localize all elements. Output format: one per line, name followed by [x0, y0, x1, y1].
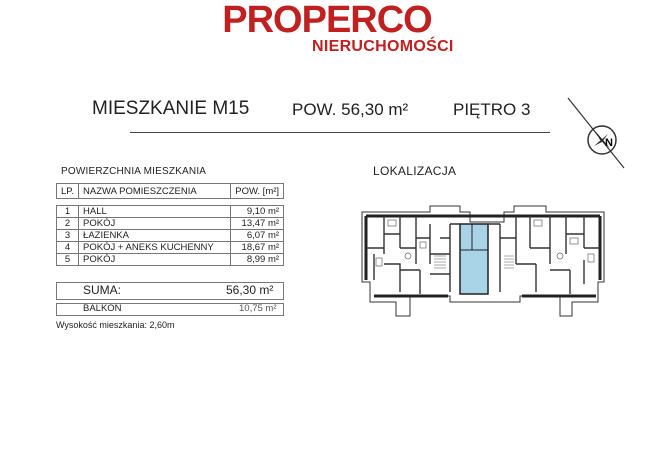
- row-num: 4: [57, 242, 79, 254]
- compass-icon: [560, 94, 630, 179]
- location-title: LOKALIZACJA: [373, 164, 457, 178]
- height-note: Wysokość mieszkania: 2,60m: [56, 320, 175, 330]
- header-area: POW. [m²]: [231, 184, 284, 199]
- area-section-title: POWIERZCHNIA MIESZKANIA: [61, 166, 207, 177]
- row-name: HALL: [79, 206, 231, 218]
- row-num: 2: [57, 218, 79, 230]
- rooms-table: [56, 183, 284, 266]
- brand-logo: PROPERCO: [222, 0, 432, 41]
- row-area: 6,07 m²: [231, 230, 284, 242]
- row-area: 13,47 m²: [231, 218, 284, 230]
- table-row: [57, 242, 284, 254]
- apartment-area: POW. 56,30 m²: [292, 100, 409, 119]
- row-area: 18,67 m²: [231, 242, 284, 254]
- table-row: [57, 206, 284, 218]
- row-num: 5: [57, 254, 79, 266]
- header-name: NAZWA POMIESZCZENIA: [79, 184, 231, 199]
- sum-value: 56,30 m²: [226, 283, 274, 297]
- header-num: LP.: [57, 184, 79, 199]
- row-name: POKÓJ: [79, 218, 231, 230]
- row-name: POKÓJ: [79, 254, 231, 266]
- location-floor-plan: [360, 204, 610, 324]
- row-num: 3: [57, 230, 79, 242]
- row-num: 1: [57, 206, 79, 218]
- table-row: [57, 218, 284, 230]
- row-area: 8,99 m²: [231, 254, 284, 266]
- apartment-floor: PIĘTRO 3: [453, 100, 531, 119]
- compass-north-label: N: [605, 137, 613, 149]
- balcony-value: 10,75 m²: [239, 303, 277, 314]
- apartment-title: MIESZKANIE M15: [92, 98, 250, 119]
- balcony-label: BALKON: [83, 303, 122, 314]
- row-area: 9,10 m²: [231, 206, 284, 218]
- title-divider: [130, 132, 550, 133]
- table-row: [57, 230, 284, 242]
- sum-label: SUMA:: [83, 283, 122, 297]
- table-header-row: [57, 184, 284, 199]
- table-row: [57, 254, 284, 266]
- row-name: ŁAZIENKA: [79, 230, 231, 242]
- brand-subtitle: NIERUCHOMOŚCI: [312, 38, 454, 55]
- row-name: POKÓJ + ANEKS KUCHENNY: [79, 242, 231, 254]
